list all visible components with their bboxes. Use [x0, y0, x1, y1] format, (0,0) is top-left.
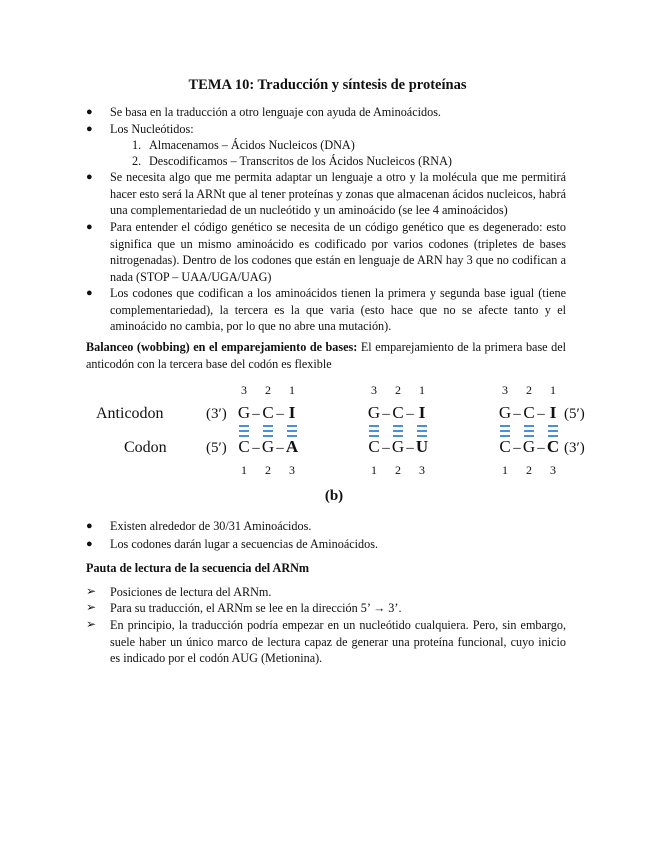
bond-dash: –	[513, 440, 521, 456]
item-text: Descodificamos – Transcritos de los Ácidos Nucleicos (RNA)	[149, 154, 452, 168]
base-pair-mark	[239, 425, 249, 427]
bullet-icon: ●	[86, 221, 93, 233]
codon-base: A	[285, 437, 299, 456]
anticodon-base: G	[367, 403, 381, 422]
codon-base: C	[499, 437, 511, 456]
position-number: 3	[502, 383, 508, 397]
anticodon-base: I	[549, 403, 557, 422]
bond-dash: –	[537, 406, 545, 422]
codon-base: G	[522, 437, 536, 456]
position-number: 2	[265, 463, 271, 477]
figure-caption: (b)	[324, 488, 344, 504]
bond-dash: –	[252, 406, 260, 422]
position-number: 1	[371, 463, 377, 477]
base-pair-mark	[417, 430, 427, 432]
position-number: 1	[550, 383, 556, 397]
list-item-text: Se necesita algo que me permita adaptar un lenguaje a otro y la molécula que me permitirá hacer esto será la ARNt que al tener proteínas y zonas que almacenan ácidos nucleicos, habrá una complementariedad de un nucleótido y un aminoácido (se lee 4 aminoácidos)	[110, 170, 566, 217]
position-number: 2	[395, 383, 401, 397]
position-number: 1	[419, 383, 425, 397]
position-number: 1	[241, 463, 247, 477]
codon-label: Codon	[124, 439, 167, 456]
section-heading: Pauta de lectura de la secuencia del ARNm	[86, 561, 310, 575]
item-number: 1.	[132, 138, 142, 152]
wobble-heading: Balanceo (wobbing) en el emparejamiento de bases:	[86, 340, 358, 354]
list-item-text: Los codones darán lugar a secuencias de Aminoácidos.	[110, 537, 379, 551]
list-item-text: Se basa en la traducción a otro lenguaje con ayuda de Aminoácidos.	[110, 105, 441, 119]
arrow-item-text: Posiciones de lectura del ARNm.	[110, 585, 272, 599]
bond-dash: –	[406, 440, 414, 456]
position-number: 3	[371, 383, 377, 397]
base-pair-mark	[500, 425, 510, 427]
position-number: 2	[265, 383, 271, 397]
bond-dash: –	[276, 440, 284, 456]
position-number: 3	[241, 383, 247, 397]
codon-base: G	[391, 437, 405, 456]
base-pair-mark	[524, 430, 534, 432]
position-number: 2	[395, 463, 401, 477]
base-pair-mark	[548, 430, 558, 432]
codon-base: U	[415, 437, 429, 456]
position-number: 3	[419, 463, 425, 477]
list-item-text: Existen alrededor de 30/31 Aminoácidos.	[110, 519, 312, 533]
bullet-icon: ●	[86, 538, 93, 550]
position-number: 3	[289, 463, 295, 477]
codon-base: G	[261, 437, 275, 456]
position-number: 3	[550, 463, 556, 477]
base-pair-mark	[263, 430, 273, 432]
list-item-text: Para entender el código genético se necesita de un código genético que es degenerado: esto significa que un mismo aminoácido es codificado por varios codones (tripletes de bases nitrogenadas). Dentro de los codones que están en lenguaje de ARN hay 3 que no codifican a nada (STOP – UAA/UGA/UAG)	[110, 220, 566, 284]
item-number: 2.	[132, 154, 142, 168]
anticodon-base: C	[262, 403, 274, 422]
bond-dash: –	[537, 440, 545, 456]
base-pair-mark	[239, 430, 249, 432]
bond-dash: –	[406, 406, 414, 422]
bullet-icon: ●	[86, 123, 93, 135]
wobble-text: El emparejamiento de la primera base del anticodón con la tercera base del codón es flexible	[86, 340, 566, 371]
arrow-bullet-icon: ➢	[86, 617, 97, 631]
bond-dash: –	[252, 440, 260, 456]
bond-dash: –	[382, 440, 390, 456]
base-pair-mark	[287, 430, 297, 432]
arrow-item-text: Para su traducción, el ARNm se lee en la dirección 5’ → 3’.	[110, 601, 402, 615]
base-pair-mark	[524, 425, 534, 427]
bond-dash: –	[382, 406, 390, 422]
position-number: 1	[502, 463, 508, 477]
anticodon-base: C	[392, 403, 404, 422]
base-pair-mark	[263, 425, 273, 427]
bond-dash: –	[513, 406, 521, 422]
arrow-bullet-icon: ➢	[86, 600, 97, 614]
codon-base: C	[368, 437, 380, 456]
base-pair-mark	[287, 425, 297, 427]
base-pair-mark	[500, 430, 510, 432]
page-title: TEMA 10: Traducción y síntesis de proteínas	[188, 77, 467, 93]
anticodon-base: G	[237, 403, 251, 422]
bullet-icon: ●	[86, 520, 93, 532]
bullet-icon: ●	[86, 287, 93, 299]
list-item-text: Los codones que codifican a los aminoácidos tienen la primera y segunda base igual (tiene complementariedad), la tercera es la que varia (esto hace que no se afecte tanto y el aminoácido no cambia, por lo que no abre una mutación).	[110, 286, 566, 333]
anticodon-base: I	[418, 403, 426, 422]
position-number: 2	[526, 383, 532, 397]
base-pair-mark	[393, 425, 403, 427]
arrow-item-text: En principio, la traducción podría empezar en un nucleótido cualquiera. Pero, sin embargo, suele haber un único marco de lectura capaz de generar una proteína funcional, cuyo inicio es indicado por el codón AUG (Metionina).	[110, 618, 566, 665]
prime-label: (5′)	[206, 440, 227, 456]
item-text: Almacenamos – Ácidos Nucleicos (DNA)	[149, 138, 355, 152]
position-number: 2	[526, 463, 532, 477]
bullet-icon: ●	[86, 106, 93, 118]
base-pair-mark	[393, 430, 403, 432]
prime-label: (3′)	[206, 406, 227, 422]
prime-label: (3′)	[564, 440, 585, 456]
arrow-bullet-icon: ➢	[86, 584, 97, 598]
base-pair-mark	[548, 425, 558, 427]
prime-label: (5′)	[564, 406, 585, 422]
base-pair-mark	[369, 430, 379, 432]
base-pair-mark	[369, 425, 379, 427]
anticodon-base: C	[523, 403, 535, 422]
anticodon-base: I	[288, 403, 296, 422]
codon-base: C	[546, 437, 560, 456]
base-pair-mark	[417, 425, 427, 427]
position-number: 1	[289, 383, 295, 397]
bond-dash: –	[276, 406, 284, 422]
codon-base: C	[238, 437, 250, 456]
list-item-text: Los Nucleótidos:	[110, 122, 194, 136]
anticodon-label: Anticodon	[96, 405, 164, 422]
bullet-icon: ●	[86, 171, 93, 183]
anticodon-base: G	[498, 403, 512, 422]
